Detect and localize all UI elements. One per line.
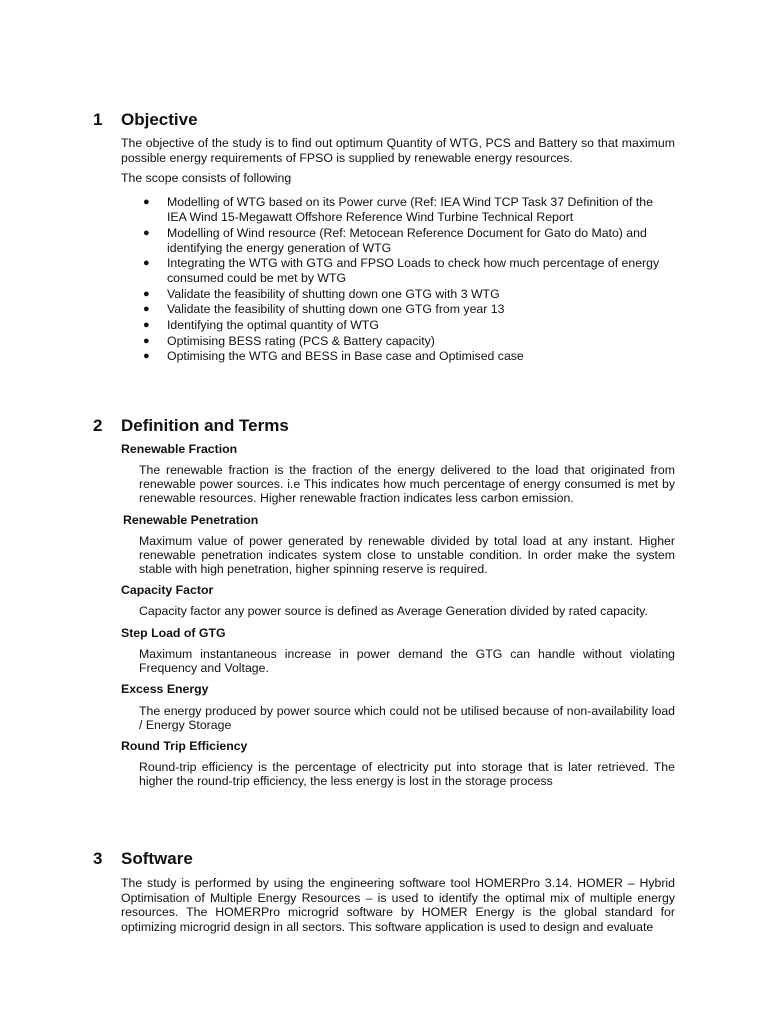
section-title: Software <box>121 849 193 868</box>
objective-paragraph: The objective of the study is to find out optimum Quantity of WTG, PCS and Battery so that maximum possible energy requirements of FPSO is supplied by renewable energy resources. <box>121 136 675 165</box>
term-definition: Maximum instantaneous increase in power demand the GTG can handle without violating Frequency and Voltage. <box>139 647 675 676</box>
term-heading: Excess Energy <box>121 682 209 696</box>
bullet-icon: ● <box>143 303 150 316</box>
list-item: ● Validate the feasibility of shutting down one GTG from year 13 <box>143 302 505 317</box>
term-definition: Maximum value of power generated by renewable divided by total load at any instant. Higher renewable penetration indicates system close to unstable condition. In order make the system stable with high penetration, higher spinning reserve is required. <box>139 534 675 577</box>
term-definition: The energy produced by power source which could not be utilised because of non-availability load / Energy Storage <box>139 704 675 733</box>
term-heading: Capacity Factor <box>121 583 214 597</box>
section-heading <box>0 109 768 133</box>
term-heading: Renewable Fraction <box>121 442 238 456</box>
list-item: ● Integrating the WTG with GTG and FPSO Loads to check how much percentage of energy consumed could be met by WTG <box>143 256 660 286</box>
bullet-icon: ● <box>143 350 150 363</box>
section-number: 3 <box>93 849 103 868</box>
term-definition: Round-trip efficiency is the percentage of electricity put into storage that is later retrieved. The higher the round-trip efficiency, the less energy is lost in the storage process <box>139 760 675 789</box>
list-item: ● Identifying the optimal quantity of WTG <box>143 317 379 332</box>
section-number: 2 <box>93 416 103 435</box>
section-software <box>0 848 768 872</box>
list-item: ● Modelling of Wind resource (Ref: Metocean Reference Document for Gato do Mato) and identifying the energy generation of WTG <box>143 225 647 255</box>
section-heading <box>0 415 768 439</box>
bullet-icon: ● <box>143 334 150 347</box>
bullet-icon: ● <box>143 318 150 331</box>
list-item: ● Validate the feasibility of shutting down one GTG with 3 WTG <box>143 286 500 301</box>
section-definitions <box>0 415 768 439</box>
term-heading: Step Load of GTG <box>121 626 226 640</box>
software-paragraph: The study is performed by using the engineering software tool HOMERPro 3.14. HOMER – Hybrid Optimisation of Multiple Energy Resources – is used to identify the optimal mix of multiple energy resources. The HOMERPro microgrid software by HOMER Energy is the global standard for optimizing microgrid design in all sectors. This software application is used to design and evaluate <box>121 876 675 934</box>
term-definition: Capacity factor any power source is defined as Average Generation divided by rated capacity. <box>139 604 648 618</box>
section-objective <box>0 109 768 133</box>
section-heading <box>0 848 768 872</box>
section-title: Definition and Terms <box>121 416 289 435</box>
bullet-icon: ● <box>143 287 150 300</box>
term-heading: Renewable Penetration <box>123 513 259 527</box>
term-heading: Round Trip Efficiency <box>121 739 248 753</box>
bullet-icon: ● <box>143 257 150 270</box>
scope-list <box>121 195 675 365</box>
scope-intro: The scope consists of following <box>121 171 292 185</box>
list-item: ● Modelling of WTG based on its Power curve (Ref: IEA Wind TCP Task 37 Definition of the IEA Wind 15-Megawatt Offshore Reference Wind Turbine Technical Report <box>143 195 653 224</box>
list-item: ● Optimising BESS rating (PCS & Battery capacity) <box>143 333 435 348</box>
section-number: 1 <box>93 110 103 129</box>
bullet-icon: ● <box>143 226 150 239</box>
term-definition: The renewable fraction is the fraction of the energy delivered to the load that originated from renewable power sources. i.e This indicates how much percentage of energy consumed is met by renewable resources. Higher renewable fraction indicates less carbon emission. <box>139 463 675 506</box>
bullet-icon: ● <box>143 196 150 208</box>
section-title: Objective <box>121 110 198 129</box>
list-item: ● Optimising the WTG and BESS in Base case and Optimised case <box>143 349 524 364</box>
